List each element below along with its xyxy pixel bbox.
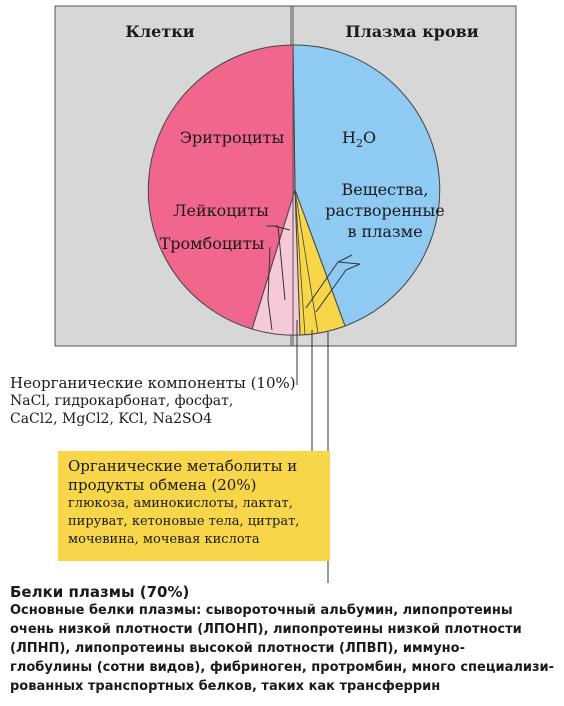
- organic-heading-1: Органические метаболиты и: [68, 457, 298, 475]
- organic-heading-2: продукты обмена (20%): [68, 476, 257, 494]
- thrombocytes-label: Тромбоциты: [159, 234, 265, 253]
- organic-metabolites-block: [58, 451, 330, 561]
- proteins-line-4: глобулины (сотни видов), фибриноген, протромбин, много специализи-: [10, 660, 555, 675]
- water-label: $H_2O$: [342, 128, 377, 150]
- dissolved-label-1: Вещества,: [341, 180, 429, 199]
- proteins-line-5: рованных транспортных белков, таких как трансферрин: [10, 679, 441, 694]
- leukocytes-label: Лейкоциты: [173, 201, 269, 220]
- dissolved-label-2: растворенные: [325, 201, 445, 220]
- proteins-line-1: Основные белки плазмы: сывороточный альбумин, липопротеины: [10, 603, 513, 618]
- plasma-proteins-block: [10, 583, 555, 696]
- proteins-heading: Белки плазмы (70%): [10, 583, 190, 601]
- inorganic-line-1: NaCl, гидрокарбонат, фосфат,: [10, 393, 234, 409]
- dissolved-label-3: в плазме: [347, 222, 423, 241]
- erythrocytes-label: Эритроциты: [179, 128, 285, 147]
- inorganic-heading: Неорганические компоненты (10%): [10, 374, 296, 392]
- cells-title: Клетки: [125, 22, 195, 41]
- inorganic-components-block: [10, 374, 330, 428]
- proteins-line-2: очень низкой плотности (ЛПОНП), липопротеины низкой плотности: [10, 622, 522, 637]
- organic-line-3: мочевина, мочевая кислота: [68, 532, 260, 547]
- organic-line-2: пируват, кетоновые тела, цитрат,: [68, 514, 300, 529]
- organic-line-1: глюкоза, аминокислоты, лактат,: [68, 496, 293, 511]
- proteins-line-3: (ЛПНП), липопротеины высокой плотности (ЛПВП), иммуно-: [10, 641, 465, 656]
- plasma-title: Плазма крови: [345, 22, 479, 41]
- inorganic-line-2: CaCl2, MgCl2, KCl, Na2SO4: [10, 411, 213, 427]
